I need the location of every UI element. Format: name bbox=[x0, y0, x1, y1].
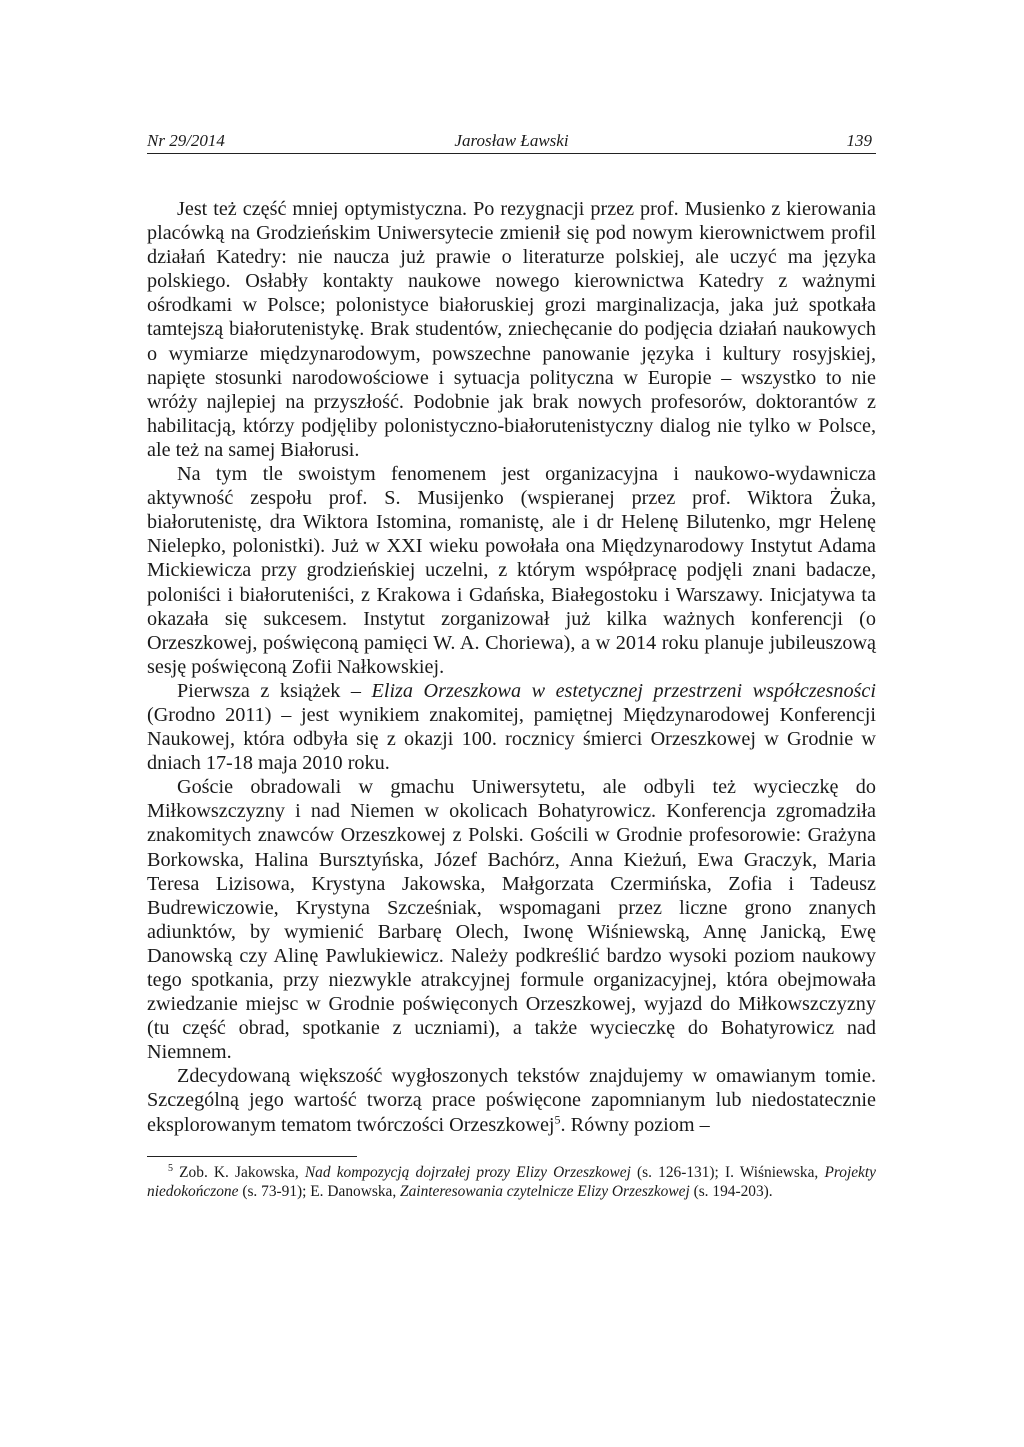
footnote-reference[interactable]: 5 bbox=[554, 1111, 561, 1126]
issue-number: Nr 29/2014 bbox=[147, 131, 225, 150]
footnote-separator bbox=[147, 1156, 357, 1157]
page-number: 139 bbox=[846, 131, 872, 150]
paragraph-1: Jest też część mniej optymistyczna. Po rezygnacji przez prof. Musienko z kierowania placówką na Grodzieńskim Uniwersytecie zmienił się pod nowym kierownictwem profil działań Katedry: nie naucza już prawie o literaturze polskiej, ale uczyć ma języka polskiego. Osłabły kontakty naukowe nowego kierownictwa Katedry z ważnymi ośrodkami w Polsce; polonistyce białoruskiej grozi marginalizacja, jaka już spotkała tamtejszą białorutenistykę. Brak studentów, zniechęcanie do podjęcia działań naukowych o wymiarze międzynarodowym, powszechne panowanie języka i kultury rosyjskiej, napięte stosunki narodowościowe i sytuacja polityczna w Europie – wszystko to nie wróży najlepiej na przyszłość. Podobnie jak brak nowych profesorów, doktorantów z habilitacją, którzy podjęliby polonistyczno-białorutenistyczny dialog nie tylko w Polsce, ale też na samej Białorusi. bbox=[147, 198, 876, 461]
running-header bbox=[147, 127, 876, 154]
article-body bbox=[147, 197, 876, 1137]
book-title: Eliza Orzeszkowa w estetycznej przestrzeni współczesności bbox=[371, 679, 876, 702]
running-author: Jarosław Ławski bbox=[454, 131, 569, 150]
paragraph-2: Na tym tle swoistym fenomenem jest organizacyjna i naukowo-wydawnicza aktywność zespołu prof. S. Musijenko (wspieranej przez prof. Wiktora Żuka, białorutenistę, dra Wiktora Istomina, romanistę, ale i dr Helenę Bilutenko, mgr Helenę Nielepko, polonistki). Już w XXI wieku powołała ona Międzynarodowy Instytut Adama Mickiewicza przy grodzieńskiej uczelni, z którym współpracę podjęli znani badacze, poloniści i białoruteniści, z Krakowa i Gdańska, Białegostoku i Warszawy. Inicjatywa ta okazała się sukcesem. Instytut zorganizował już kilka ważnych konferencji (o Orzeszkowej, poświęconą pamięci W. A. Choriewa), a w 2014 roku planuje jubileuszową sesję poświęconą Zofii Nałkowskiej. bbox=[147, 463, 876, 678]
footnote-marker: 5 bbox=[168, 1162, 173, 1174]
paragraph-5: Zdecydowaną większość wygłoszonych tekstów znajdujemy w omawianym tomie. Szczególną jego wartość tworzą prace poświęcone zapomnianym lub niedostatecznie eksplorowanym tematom twórczości Orzeszkowej$^5$. Równy poziom – bbox=[147, 1065, 876, 1136]
journal-page bbox=[147, 127, 876, 1201]
footnote-5: $^5$ Zob. K. Jakowska, Nad kompozycją dojrzałej prozy Elizy Orzeszkowej (s. 126-131); I. Wiśniewska, Projekty niedokończone (s. 73-91); E. Danowska, Zainteresowania czytelnicze Elizy Orzeszkowej (s. 194-203). bbox=[147, 1162, 876, 1200]
paragraph-3: Pierwsza z książek – Eliza Orzeszkowa w estetycznej przestrzeni współczesności (Grodno 2011) – jest wynikiem znakomitej, pamiętnej Międzynarodowej Konferencji Naukowej, która odbyła się z okazji 100. rocznicy śmierci Orzeszkowej w Grodnie w dniach 17-18 maja 2010 roku. bbox=[147, 679, 876, 775]
paragraph-4: Goście obradowali w gmachu Uniwersytetu, ale odbyli też wycieczkę do Miłkowszczyzny i nad Niemen w okolicach Bohatyrowicz. Konferencja zgromadziła znakomitych znawców Orzeszkowej z Polski. Gościli w Grodnie profesorowie: Grażyna Borkowska, Halina Bursztyńska, Józef Bachórz, Anna Kieżuń, Ewa Graczyk, Maria Teresa Lizisowa, Krystyna Jakowska, Małgorzata Czermińska, Zofia i Tadeusz Budrewiczowie, Krystyna Szcześniak, wspomagani przez liczne grono znanych adiunktów, by wymienić Barbarę Olech, Iwonę Wiśniewską, Annę Janicką, Ewę Danowską czy Alinę Pawlukiewicz. Należy podkreślić bardzo wysoki poziom naukowy tego spotkania, przy niezwykle atrakcyjnej formule organizacyjnej, która obejmowała zwiedzanie miejsc w Grodnie poświęconych Orzeszkowej, wyjazd do Miłkowszczyzny (tu część obrad, spotkanie z uczniami), a także wycieczkę do Bohatyrowicz nad Niemnem. bbox=[147, 776, 876, 1064]
